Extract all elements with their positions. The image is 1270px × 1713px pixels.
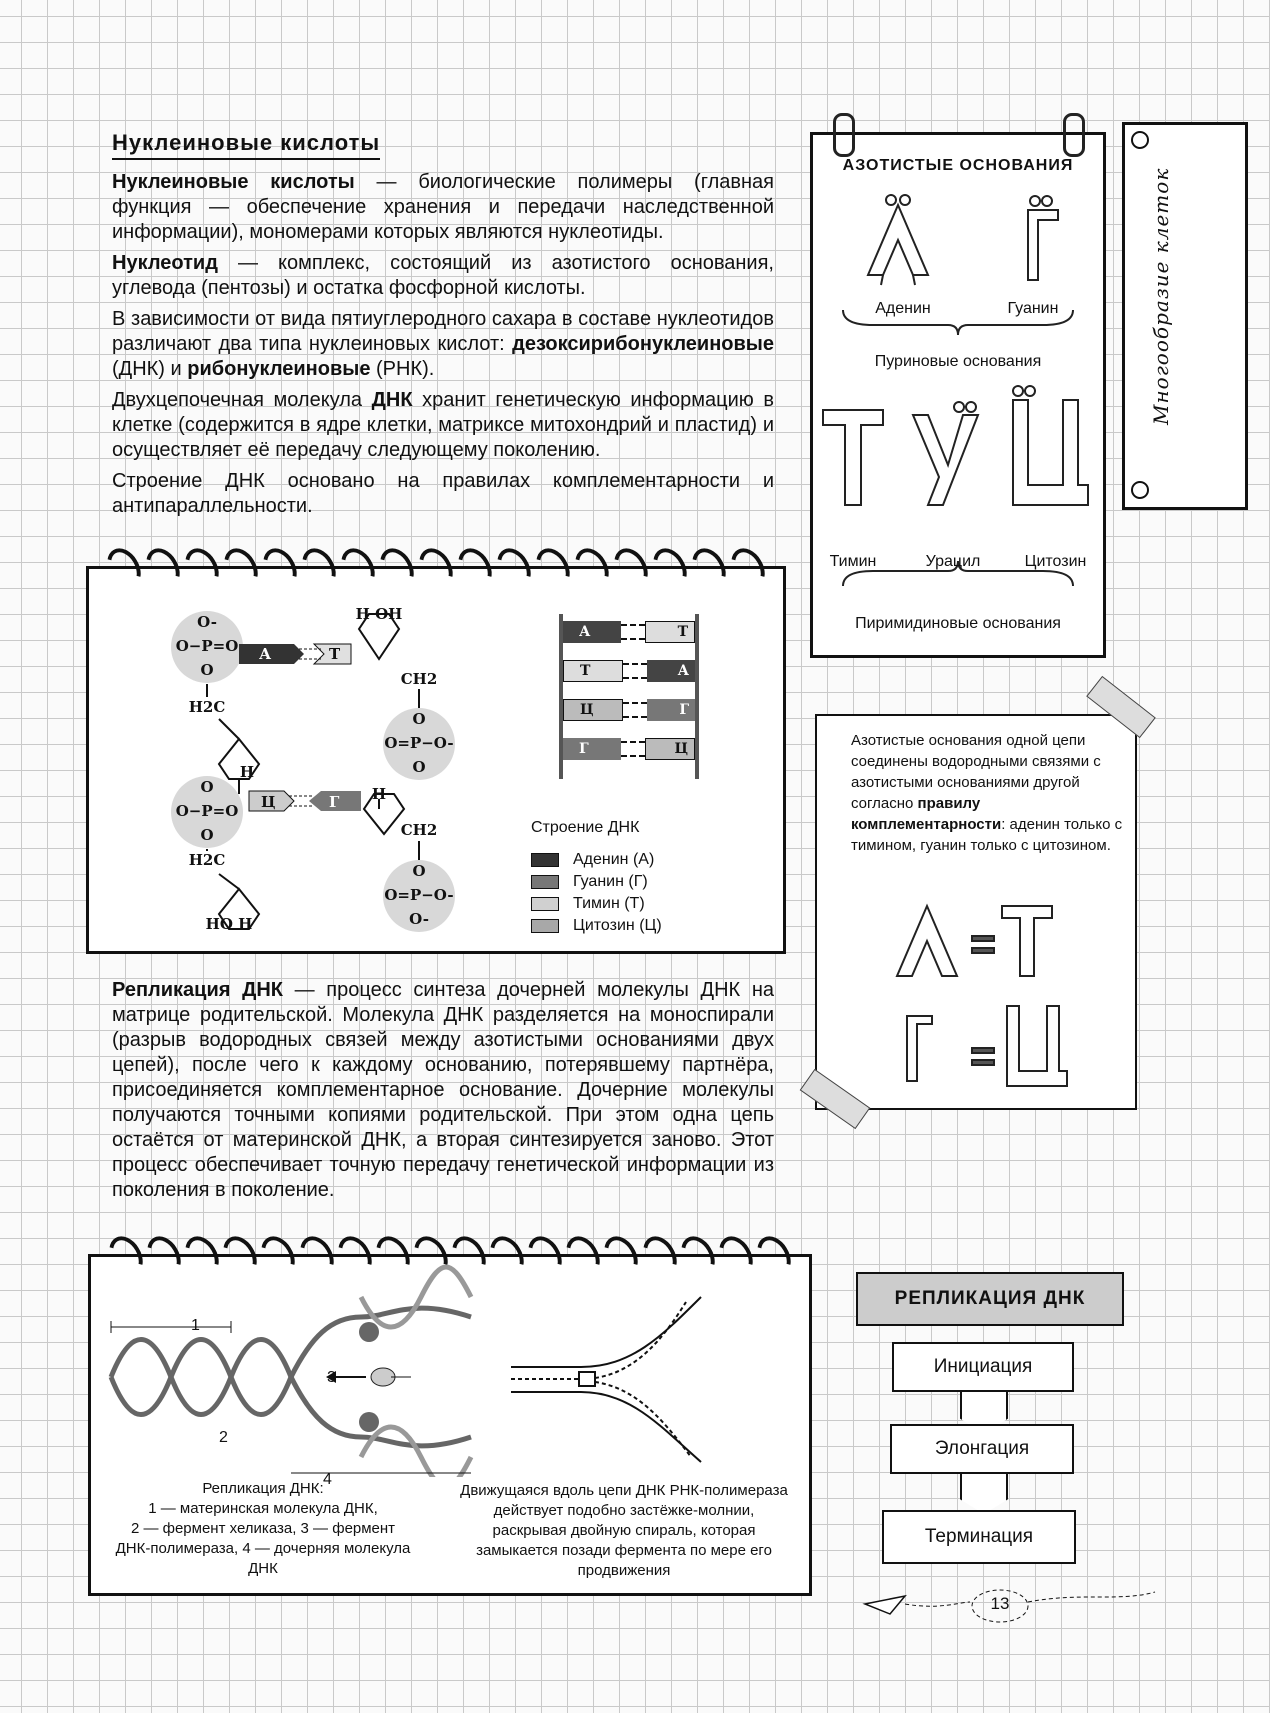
triangle-up-icon [1131,131,1149,149]
text: хранит генетическую информацию в клетке (содержится в ядре клетки, матриксе митохондрий и пластид) и осуществляет её передачу следующему поколению. [112,389,775,461]
text: (ДНК) и [112,358,188,380]
term: дезоксирибонуклеиновые [512,333,774,355]
atom-label: H OH [355,605,403,623]
thymine-icon [1002,906,1052,976]
cytosine-icon [1007,1006,1067,1086]
term: Репликация ДНК [112,979,283,1001]
legend-item [531,917,662,935]
atom-label: O- [409,910,429,928]
base-right: Ц [645,738,695,760]
thymine-icon [823,410,883,505]
term: ДНК [371,389,413,411]
page-number: 13 [990,1594,1010,1613]
atom-label: O [412,710,426,728]
base-left: Т [563,660,623,682]
helix-strand [291,1308,471,1377]
ring-icon [833,113,855,157]
label-1: 1 [191,1317,200,1334]
legend-label: Аденин (А) [573,851,655,868]
definition: — биологические полимеры (главная функция — обеспечение хранения и передачи наследственной информации), мономерами которых являются нуклеотиды. [112,171,774,243]
term: рибонуклеиновые [187,358,371,380]
atom-label: O=P−O- [384,734,454,752]
base-right: Г [647,699,695,721]
ladder-rung [563,738,695,760]
legend-swatch [531,875,559,889]
term: Нуклеотид [112,252,218,274]
dna-ladder [563,621,695,760]
paper-plane-icon [865,1596,905,1614]
equals-icon [972,1060,994,1065]
atom-label: O [412,862,426,880]
atom-label: H2C [188,851,226,869]
flow-title: РЕПЛИКАЦИЯ ДНК [856,1272,1124,1326]
text: : аденин только с тимином, гуанин только с цитозином. [851,816,1123,854]
side-tab-label: Многообразие клеток [1149,167,1173,425]
definition: — процесс синтеза дочерней молекулы ДНК на матрице родительской. Молекула ДНК разделяется на моноспирали (разрыв водородных связей между азотистыми основаниями двух цепей), после чего к каждому основанию, потерявшему партнёра, присоединяется комплементарное основание. Дочерние молекулы получаются точными копиями родительской. При этом одна цепь остаётся от материнской ДНК, а вторая синтезируется заново. Этот процесс обеспечивает точную передачу генетической информации из поколения в поколение. [112,979,774,1201]
pairing-illustration [877,876,1097,1096]
paragraph-types [112,307,774,382]
label-pyrimidines: Пиримидиновые основания [855,615,1061,632]
label-adenine: Аденин [875,300,931,317]
text: В зависимости от вида пятиуглеродного сахара в составе нуклеотидов различают два типа нуклеиновых кислот: [112,308,774,355]
polymerase-icon [359,1322,379,1342]
base-label: Ц [261,793,276,811]
helix-strand [111,1340,291,1415]
dna-structure-card [86,566,786,954]
atom-label: O−P=O [175,637,239,655]
complement-note [815,714,1137,1110]
triangle-down-icon [1131,481,1149,499]
bases-title: АЗОТИСТЫЕ ОСНОВАНИЯ [842,157,1074,174]
legend-item [531,873,662,891]
helix-strand [291,1377,471,1446]
replication-card [88,1254,812,1596]
adenine-base-icon [239,644,304,664]
uracil-icon [913,402,978,505]
flow-step-termination[interactable]: Терминация [882,1510,1076,1564]
text: Азотистые основания одной цепи соединены водородными связями с азотистыми основаниями другой согласно [851,732,1101,812]
equals-icon [972,1048,994,1053]
guanine-icon [1028,196,1058,280]
base-left: А [563,621,621,643]
paragraph-nucleic-acids [112,170,774,245]
legend-label: Цитозин (Ц) [573,917,662,934]
base-left: Ц [563,699,623,721]
atom-label: O [200,826,214,844]
paragraph-dna [112,388,774,463]
label-purines: Пуриновые основания [874,353,1042,370]
label-4: 4 [323,1471,332,1488]
atom-label: H [371,785,387,803]
replication-caption: Репликация ДНК: 1 — материнская молекула ДНК, 2 — фермент хеликаза, 3 — фермент ДНК-полимераза, 4 — дочерняя молекула ДНК [115,1480,411,1577]
helix-strand [361,1267,471,1327]
legend-item [531,851,662,869]
adenine-icon [897,906,957,976]
label-guanine: Гуанин [1007,300,1059,317]
text: Двухцепочечная молекула [112,389,372,411]
zipper-caption: Движущаяся вдоль цепи ДНК РНК-полимераза действует подобно застёжке-молнии, раскрывая двойную спираль, которая замыкается позади фермента по мере его продвижения [460,1482,788,1579]
base-label: Г [329,793,340,811]
atom-label: H2C [188,698,226,716]
flow-step-initiation[interactable]: Инициация [892,1342,1074,1392]
atom-label: O=P−O- [384,886,454,904]
legend-swatch [531,897,559,911]
atom-label: O [200,778,214,796]
base-right: Т [645,621,695,643]
adenine-icon [868,195,928,285]
guanine-icon [907,1016,932,1081]
base-label: Т [329,645,341,663]
label-thymine: Тимин [829,553,877,570]
equals-icon [972,948,994,953]
side-tab[interactable] [1122,122,1248,510]
ladder-rung [563,660,695,682]
replication-diagram [91,1257,809,1477]
equals-icon [972,936,994,941]
label-cytosine: Цитозин [1024,553,1087,570]
label-3: 3 [327,1369,336,1386]
text: (РНК). [370,358,435,380]
tape-decoration [1086,676,1156,738]
legend-label: Тимин (Т) [573,895,645,912]
arrow-down-icon [960,1472,1008,1514]
polymerase-icon [359,1412,379,1432]
term: Нуклеиновые кислоты [112,171,355,193]
label-uracil: Урацил [925,553,981,570]
legend-swatch [531,919,559,933]
section-title: Нуклеиновые кислоты [112,130,380,160]
replication-text [112,978,774,1209]
helix-strand [111,1340,291,1415]
atom-label: O [200,661,214,679]
atom-label: H [239,763,255,781]
legend-label: Гуанин (Г) [573,873,648,890]
label-2: 2 [219,1429,228,1446]
flow-step-elongation[interactable]: Элонгация [890,1424,1074,1474]
ladder-rung [563,621,695,643]
paragraph-nucleotide [112,251,774,301]
atom-label: CH2 [400,670,438,688]
ring-icon [1063,113,1085,157]
tape-decoration [800,1069,871,1129]
base-label: А [259,645,272,663]
structure-caption: Строение ДНК [531,819,640,836]
paragraph-structure: Строение ДНК основано на правилах комплементарности и антипараллельности. [112,470,774,517]
atom-label: O−P=O [175,802,239,820]
bases-card [810,132,1106,658]
legend-item [531,895,662,913]
term: правилу комплементарности [851,795,1002,833]
base-left: Г [563,738,621,760]
legend-swatch [531,853,559,867]
intro-text [112,170,774,525]
complement-text [851,730,1123,856]
ladder-rung [563,699,695,721]
atom-label: O [412,758,426,776]
atom-label: CH2 [400,821,438,839]
legend [531,851,662,939]
atom-label: HO H [205,915,253,933]
bases-illustration [813,185,1103,655]
base-right: А [647,660,695,682]
definition: — комплекс, состоящий из азотистого основания, углевода (пентозы) и остатка фосфорной кислоты. [112,252,774,299]
cytosine-icon [1013,386,1088,505]
helix-strand [361,1427,471,1477]
atom-label: O- [197,613,217,631]
zipper-icon [511,1297,701,1462]
paragraph-replication [112,978,774,1203]
